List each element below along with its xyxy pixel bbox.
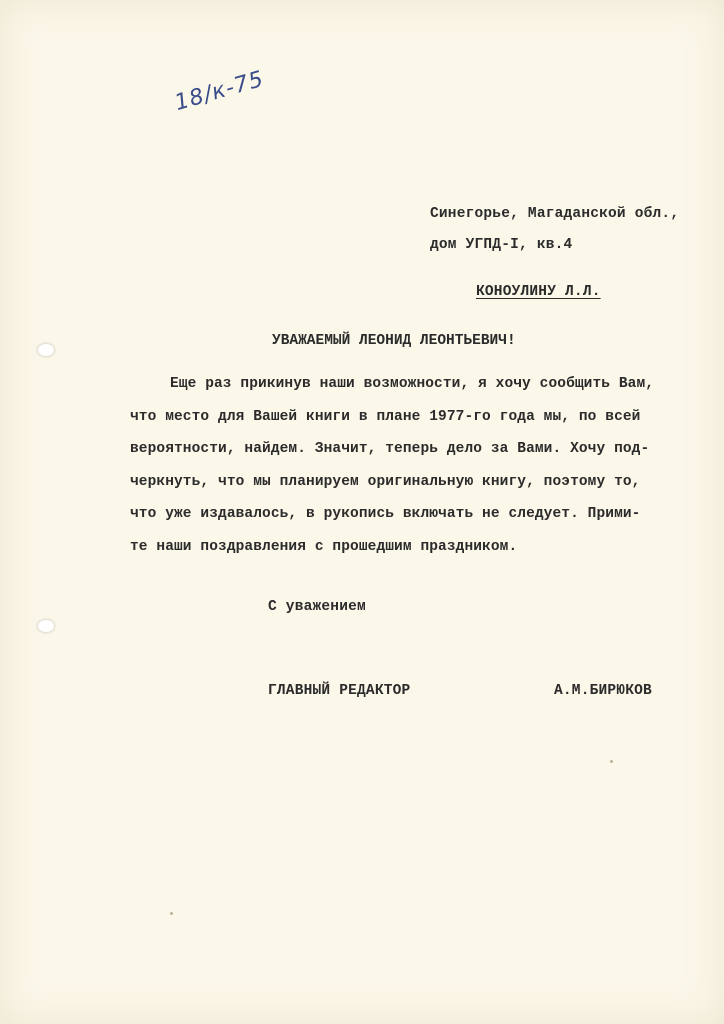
body-line: вероятности, найдем. Значит, теперь дело за Вами. Хочу под-: [130, 441, 650, 457]
body-line: черкнуть, что мы планируем оригинальную книгу, поэтому то,: [130, 473, 641, 490]
body-line: что место для Вашей книги в плане 1977-го года мы, по всей: [130, 408, 641, 425]
body-line: что уже издавалось, в рукопись включать не следует. Прими-: [130, 506, 641, 522]
signature-name: А.М.БИРЮКОВ: [554, 683, 652, 699]
address-line-1: Синегорье, Магаданской обл.,: [430, 206, 680, 222]
paper-speck: [170, 912, 173, 915]
signature-title: ГЛАВНЫЙ РЕДАКТОР: [268, 683, 411, 699]
salutation: УВАЖАЕМЫЙ ЛЕОНИД ЛЕОНТЬЕВИЧ!: [272, 333, 516, 349]
body-line: Еще раз прикинув наши возможности, я хочу сообщить Вам,: [170, 376, 655, 392]
punch-hole: [38, 620, 54, 632]
letter-body: [130, 368, 698, 563]
body-line: те наши поздравления с прошедшим праздником.: [130, 538, 518, 555]
closing: С уважением: [268, 599, 366, 615]
address-line-2: дом УГПД-I, кв.4: [430, 237, 573, 253]
recipient-name: КОНОУЛИНУ Л.Л.: [476, 284, 601, 300]
paper-speck: [610, 760, 613, 763]
punch-hole: [38, 344, 54, 356]
handwritten-annotation: 18/к-75: [172, 66, 267, 117]
